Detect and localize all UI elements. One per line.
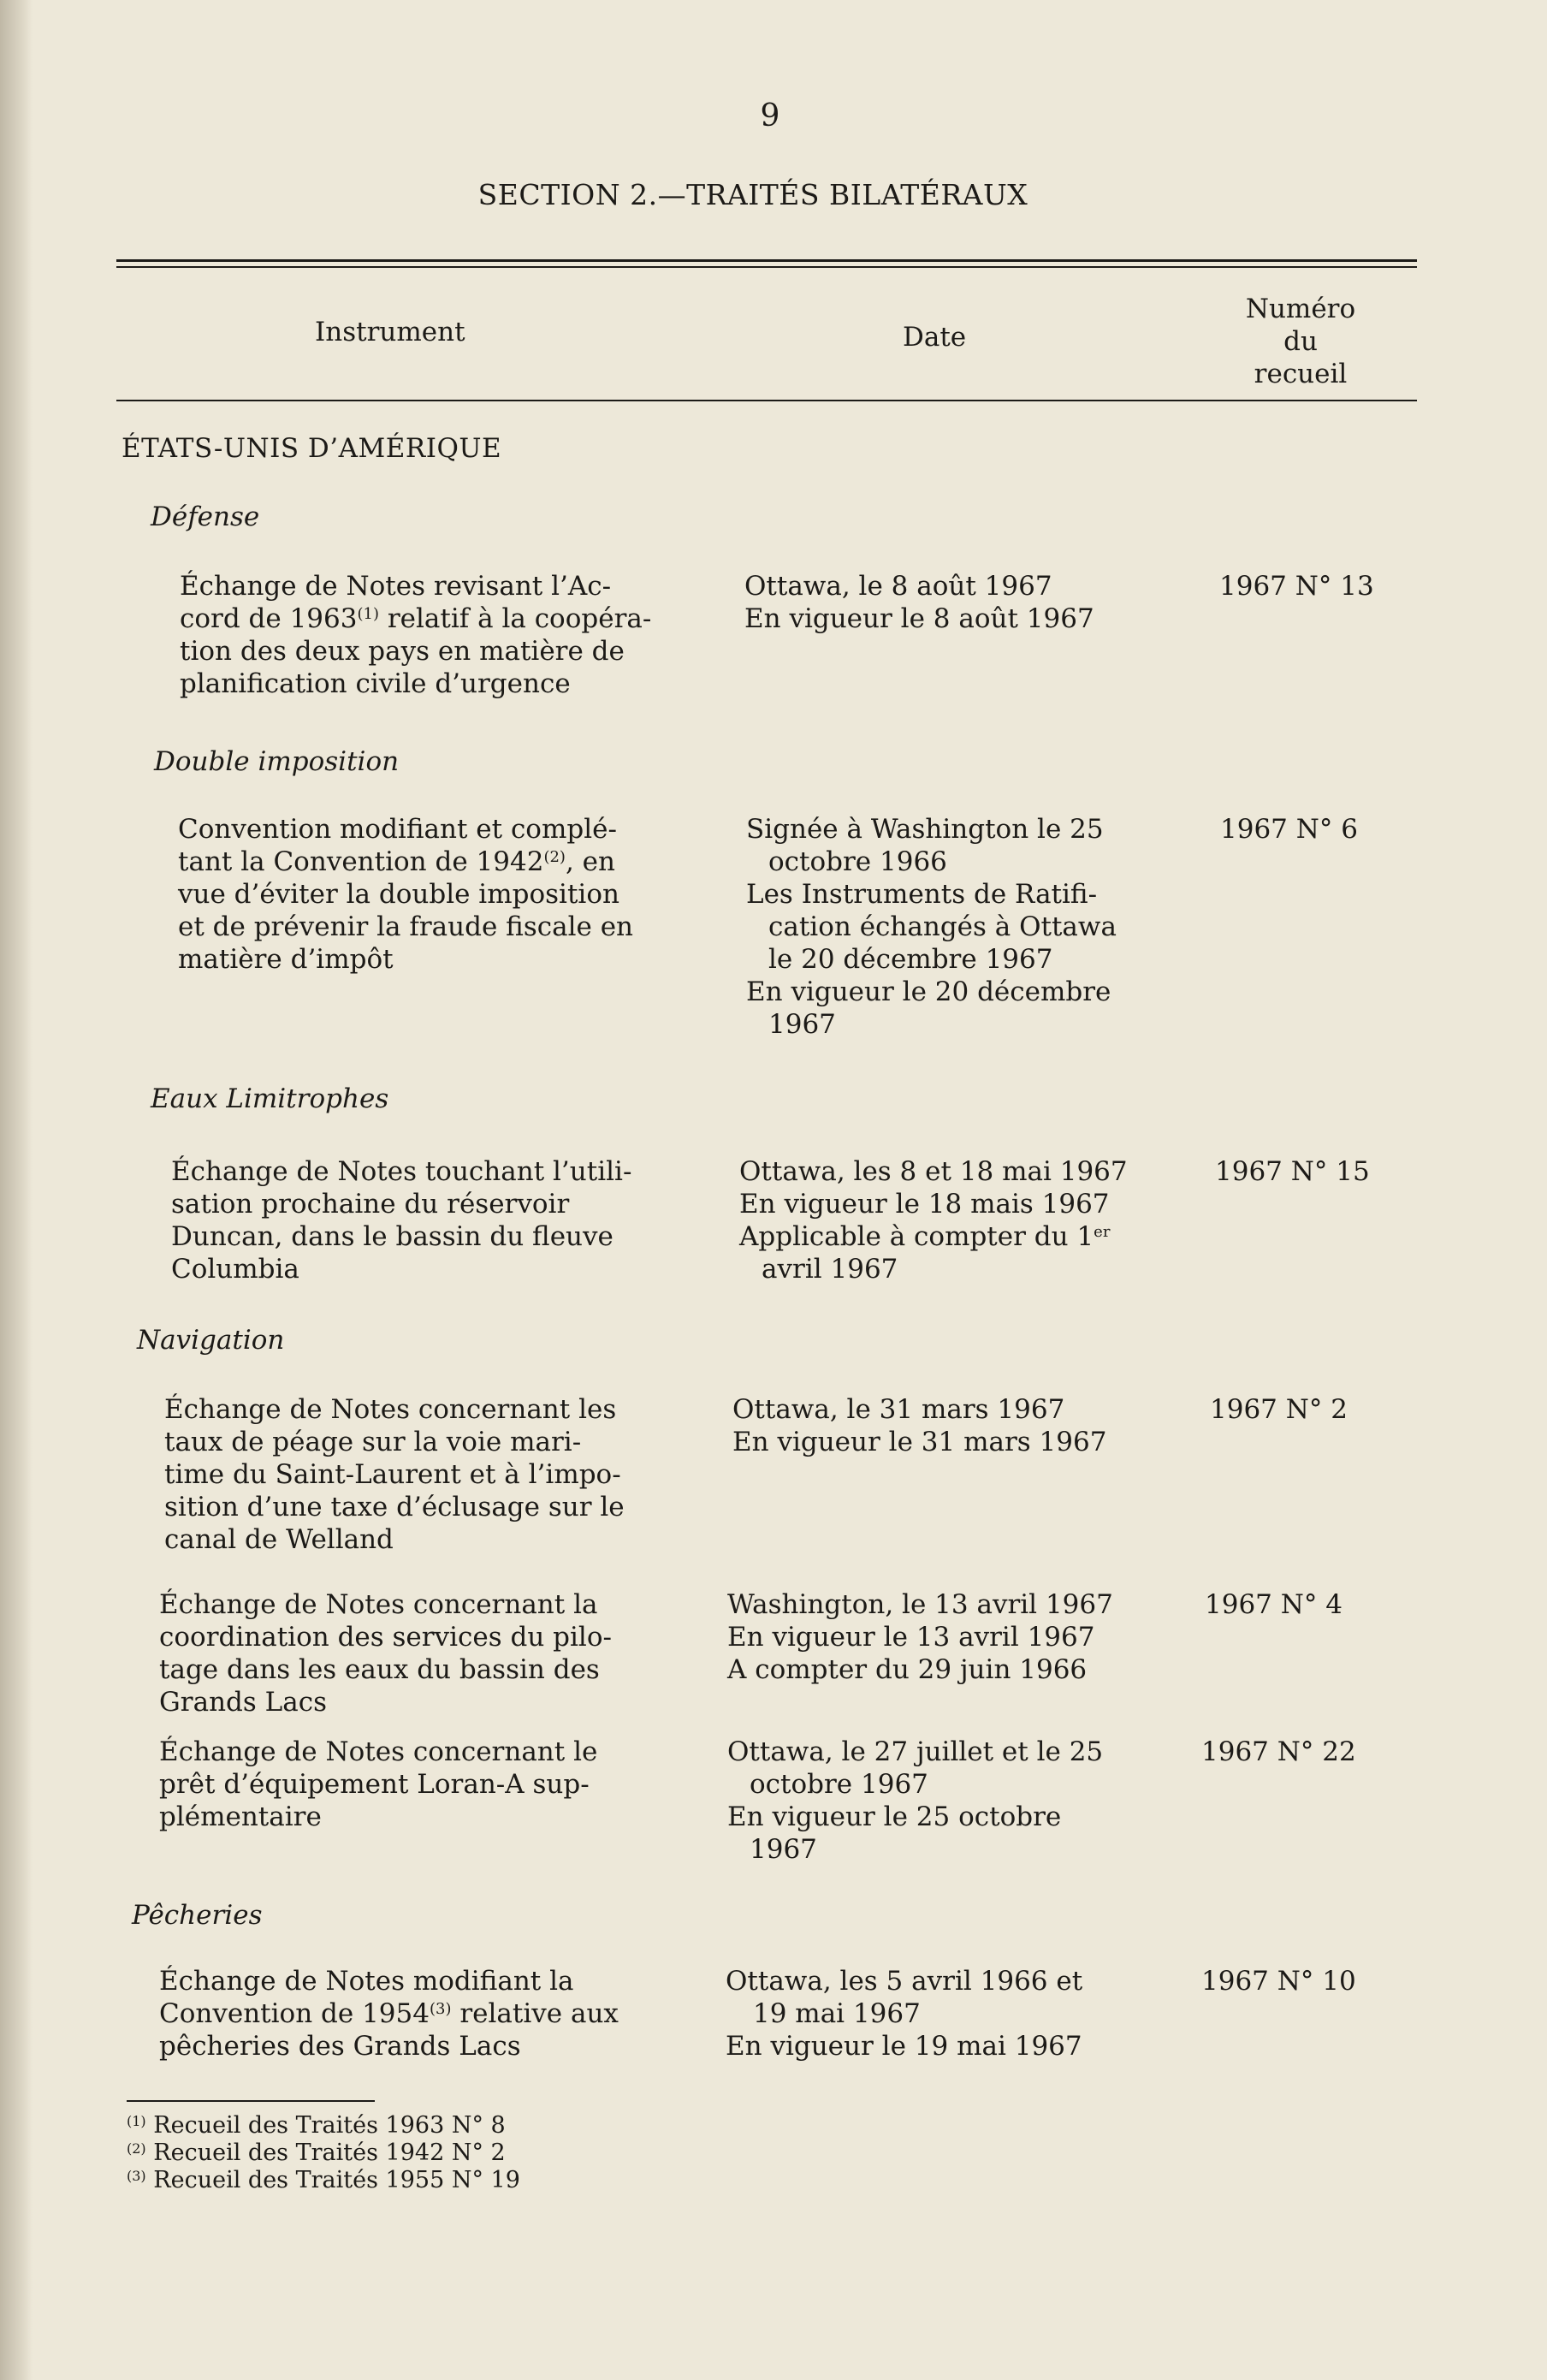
entry-3-desc-line: Duncan, dans le bassin du fleuve [171, 1221, 613, 1252]
footnote-ref-1: (1) [357, 605, 379, 623]
entry-7-desc-line: Échange de Notes modifiant la [159, 1966, 574, 1997]
footnote-ref-2: (2) [543, 848, 566, 866]
entry-1-number: 1967 N° 13 [1219, 571, 1374, 602]
entry-2-date-line: 1967 [768, 1009, 836, 1040]
entry-3-date-line: Ottawa, les 8 et 18 mai 1967 [739, 1156, 1128, 1187]
entry-2-desc-line: et de prévenir la fraude fiscale en [178, 911, 634, 942]
entry-7-desc-text: Convention de 1954 [159, 1998, 430, 2029]
entry-2-date-line: Signée à Washington le 25 [746, 814, 1104, 845]
header-instrument: Instrument [315, 317, 465, 347]
entry-2-desc-line: matière d’impôt [178, 944, 394, 975]
entry-6-date-line: 1967 [750, 1834, 817, 1865]
entry-2-desc-line: Convention modifiant et complé- [178, 814, 617, 845]
entry-7-number: 1967 N° 10 [1201, 1966, 1356, 1997]
entry-4-date [732, 1393, 1143, 1458]
entry-4-date-line: Ottawa, le 31 mars 1967 [732, 1394, 1065, 1425]
entry-6-number: 1967 N° 22 [1201, 1736, 1356, 1767]
entry-2-date-line: En vigueur le 20 décembre [746, 976, 1111, 1007]
entry-4-desc-line: canal de Welland [164, 1524, 394, 1555]
footnote-mark: (3) [127, 2168, 146, 2184]
entry-4-desc-line: sition d’une taxe d’éclusage sur le [164, 1492, 625, 1522]
entry-4-number: 1967 N° 2 [1210, 1394, 1348, 1425]
entry-3-date-line [739, 1220, 1150, 1253]
entry-6-date-line: Ottawa, le 27 juillet et le 25 [727, 1736, 1104, 1767]
entry-5-description [159, 1588, 681, 1718]
entry-4-date-line: En vigueur le 31 mars 1967 [732, 1427, 1107, 1457]
entry-5-desc-line: tage dans les eaux du bassin des [159, 1654, 600, 1685]
page-number: 9 [760, 98, 780, 134]
entry-7-desc-line: pêcheries des Grands Lacs [159, 2031, 521, 2062]
header-numero-line1: Numéro [1245, 294, 1356, 324]
entry-3-date [739, 1155, 1150, 1285]
entry-3-desc-line: sation prochaine du réservoir [171, 1189, 570, 1220]
header-rule-bottom [116, 400, 1417, 401]
entry-1-date-line: En vigueur le 8 août 1967 [744, 603, 1094, 634]
entry-5-date-line: Washington, le 13 avril 1967 [727, 1589, 1113, 1620]
entry-1-date [744, 570, 1155, 635]
entry-6-date-line: octobre 1967 [750, 1769, 928, 1800]
entry-5-desc-line: coordination des services du pilo- [159, 1622, 612, 1653]
header-numero-line2: du [1283, 326, 1318, 357]
entry-3-date-line: avril 1967 [762, 1254, 898, 1285]
entry-5-number: 1967 N° 4 [1205, 1589, 1343, 1620]
footnote-1 [127, 2112, 520, 2140]
entry-2-desc-line [178, 846, 700, 878]
entry-1-date-line: Ottawa, le 8 août 1967 [744, 571, 1052, 602]
header-date: Date [903, 322, 967, 353]
page-spine-shadow [0, 0, 33, 2380]
entry-2-date-line: Les Instruments de Ratifi- [746, 879, 1098, 910]
entry-2-date-line: le 20 décembre 1967 [768, 944, 1053, 975]
category-double-imposition: Double imposition [154, 746, 400, 777]
entry-1-desc-text: cord de 1963 [180, 603, 358, 634]
entry-2-description [178, 813, 700, 976]
header-rule-top-second [116, 266, 1417, 268]
entry-5-date-line: A compter du 29 juin 1966 [727, 1654, 1088, 1685]
entry-1-desc-text: relatif à la coopéra- [387, 603, 652, 634]
entry-2-date-line: octobre 1966 [768, 846, 947, 877]
header-numero-line3: recueil [1254, 359, 1348, 389]
entry-7-date-line: 19 mai 1967 [753, 1998, 921, 2029]
entry-7-date-line: Ottawa, les 5 avril 1966 et [726, 1966, 1083, 1997]
entry-5-date-line: En vigueur le 13 avril 1967 [727, 1622, 1095, 1653]
entry-6-description [159, 1736, 681, 1833]
category-navigation: Navigation [137, 1325, 285, 1356]
footnote-2 [127, 2140, 520, 2167]
entry-7-desc-line [159, 1997, 681, 2030]
entry-1-desc-line: Échange de Notes revisant l’Ac- [180, 571, 612, 602]
entry-2-desc-line: vue d’éviter la double imposition [178, 879, 619, 910]
entry-6-desc-line: prêt d’équipement Loran-A sup- [159, 1769, 590, 1800]
entry-1-desc-line: planification civile d’urgence [180, 668, 571, 699]
header-numero [1224, 293, 1378, 390]
entry-6-date-line: En vigueur le 25 octobre [727, 1801, 1062, 1832]
header-rule-top [116, 259, 1417, 262]
category-pecheries: Pêcheries [132, 1900, 263, 1931]
entry-5-date [727, 1588, 1138, 1686]
entry-3-desc-line: Columbia [171, 1254, 299, 1285]
section-title: SECTION 2.—TRAITÉS BILATÉRAUX [477, 178, 1028, 211]
entry-1-desc-line [180, 602, 702, 635]
entry-6-date [727, 1736, 1138, 1866]
entry-2-desc-text: , en [565, 846, 615, 877]
entry-7-date-line: En vigueur le 19 mai 1967 [726, 2031, 1082, 2062]
entry-2-date [746, 813, 1157, 1041]
footnote-rule [127, 2100, 375, 2102]
entry-4-desc-line: Échange de Notes concernant les [164, 1394, 617, 1425]
footnotes [127, 2112, 520, 2194]
entry-2-desc-text: tant la Convention de 1942 [178, 846, 544, 877]
entry-7-description [159, 1965, 681, 2062]
ordinal-superscript: er [1094, 1223, 1111, 1241]
entry-5-desc-line: Échange de Notes concernant la [159, 1589, 598, 1620]
entry-2-number: 1967 N° 6 [1220, 814, 1358, 845]
footnote-text: Recueil des Traités 1955 N° 19 [153, 2167, 520, 2193]
footnote-mark: (1) [127, 2113, 146, 2129]
entry-3-date-text: Applicable à compter du 1 [739, 1221, 1094, 1252]
country-heading: ÉTATS-UNIS D’AMÉRIQUE [122, 433, 502, 464]
entry-6-desc-line: Échange de Notes concernant le [159, 1736, 598, 1767]
entry-4-desc-line: taux de péage sur la voie mari- [164, 1427, 582, 1457]
category-eaux-limitrophes: Eaux Limitrophes [151, 1083, 389, 1114]
entry-5-desc-line: Grands Lacs [159, 1687, 327, 1718]
entry-1-description [180, 570, 702, 700]
footnote-ref-3: (3) [429, 2000, 452, 2018]
entry-3-date-line: En vigueur le 18 mais 1967 [739, 1189, 1110, 1220]
footnote-mark: (2) [127, 2140, 146, 2157]
entry-7-desc-text: relative aux [459, 1998, 619, 2029]
footnote-text: Recueil des Traités 1942 N° 2 [153, 2140, 506, 2166]
entry-3-number: 1967 N° 15 [1215, 1156, 1370, 1187]
entry-2-date-line: cation échangés à Ottawa [768, 911, 1117, 942]
footnote-text: Recueil des Traités 1963 N° 8 [153, 2112, 506, 2139]
entry-7-date [726, 1965, 1136, 2062]
entry-1-desc-line: tion des deux pays en matière de [180, 636, 625, 667]
entry-4-description [164, 1393, 686, 1556]
entry-4-desc-line: time du Saint-Laurent et à l’impo- [164, 1459, 621, 1490]
category-defense: Défense [151, 502, 260, 532]
entry-6-desc-line: plémentaire [159, 1801, 322, 1832]
entry-3-desc-line: Échange de Notes touchant l’utili- [171, 1156, 632, 1187]
footnote-3 [127, 2167, 520, 2194]
entry-3-description [171, 1155, 693, 1285]
